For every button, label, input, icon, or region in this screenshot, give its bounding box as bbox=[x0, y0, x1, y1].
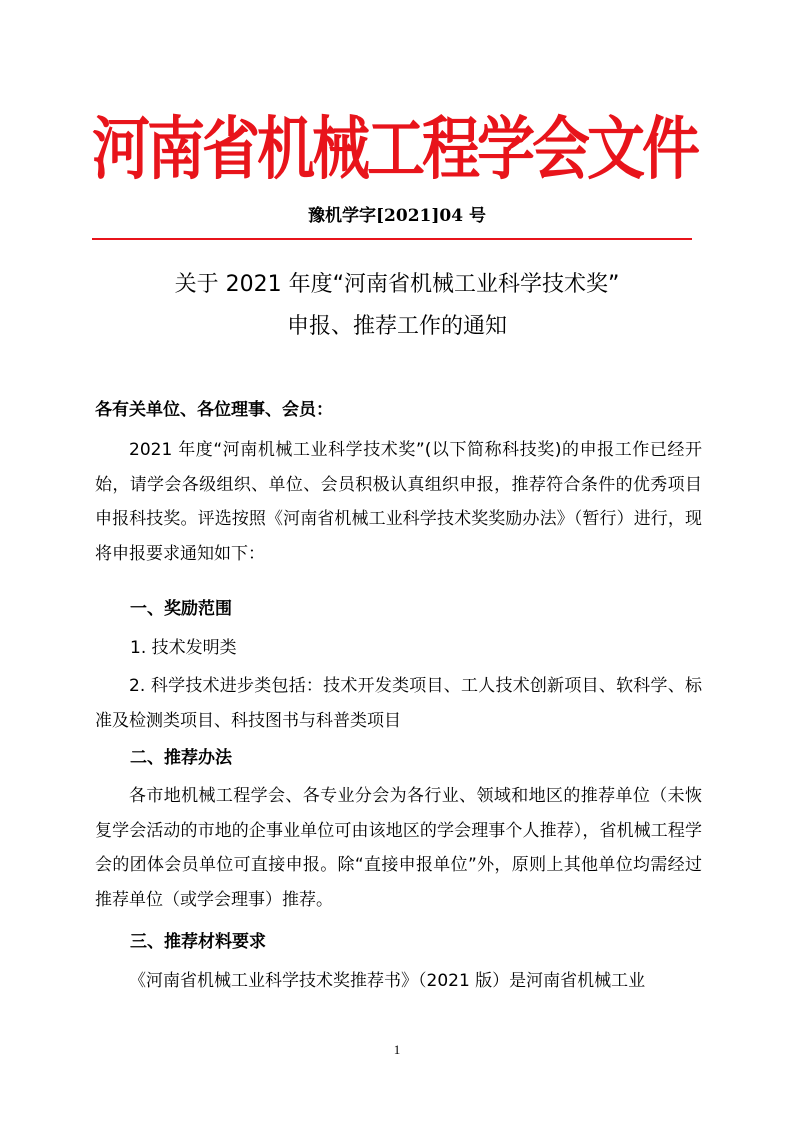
section1-item1: 1. 技术发明类 bbox=[130, 638, 237, 658]
section1-heading: 一、奖励范围 bbox=[130, 599, 232, 619]
section2-paragraph: 各市地机械工程学会、各专业分会为各行业、领域和地区的推荐单位（未恢复学会活动的市地的企事业单位可由该地区的学会理事个人推荐），省机械工程学会的团体会员单位可直接申报。除“直接申报单位”外，原则上其他单位均需经过推荐单位（或学会理事）推荐。 bbox=[95, 786, 702, 910]
section2-heading: 二、推荐办法 bbox=[130, 748, 232, 768]
notice-title-line1: 关于 2021 年度“河南省机械工业科学技术奖” bbox=[174, 272, 620, 297]
section3-paragraph: 《河南省机械工业科学技术奖推荐书》（2021 版）是河南省机械工业 bbox=[129, 971, 646, 991]
document-number: 豫机学字[2021]04 号 bbox=[308, 206, 486, 226]
red-divider-line bbox=[92, 238, 692, 240]
section3-heading: 三、推荐材料要求 bbox=[130, 932, 266, 952]
masthead-title: 河南省机械工程学会文件 bbox=[92, 108, 698, 190]
salutation: 各有关单位、各位理事、会员： bbox=[95, 400, 333, 420]
notice-title-line2: 申报、推荐工作的通知 bbox=[286, 314, 507, 339]
section1-item2: 2. 科学技术进步类包括：技术开发类项目、工人技术创新项目、软科学、标准及检测类项目、科技图书与科普类项目 bbox=[95, 676, 702, 731]
intro-paragraph: 2021 年度“河南机械工业科学技术奖”(以下简称科技奖)的申报工作已经开始，请学会各级组织、单位、会员积极认真组织申报，推荐符合条件的优秀项目申报科技奖。评选按照《河南省机械工业科学技术奖奖励办法》（暂行）进行，现将申报要求通知如下： bbox=[95, 440, 702, 564]
page-number: 1 bbox=[393, 1042, 401, 1057]
